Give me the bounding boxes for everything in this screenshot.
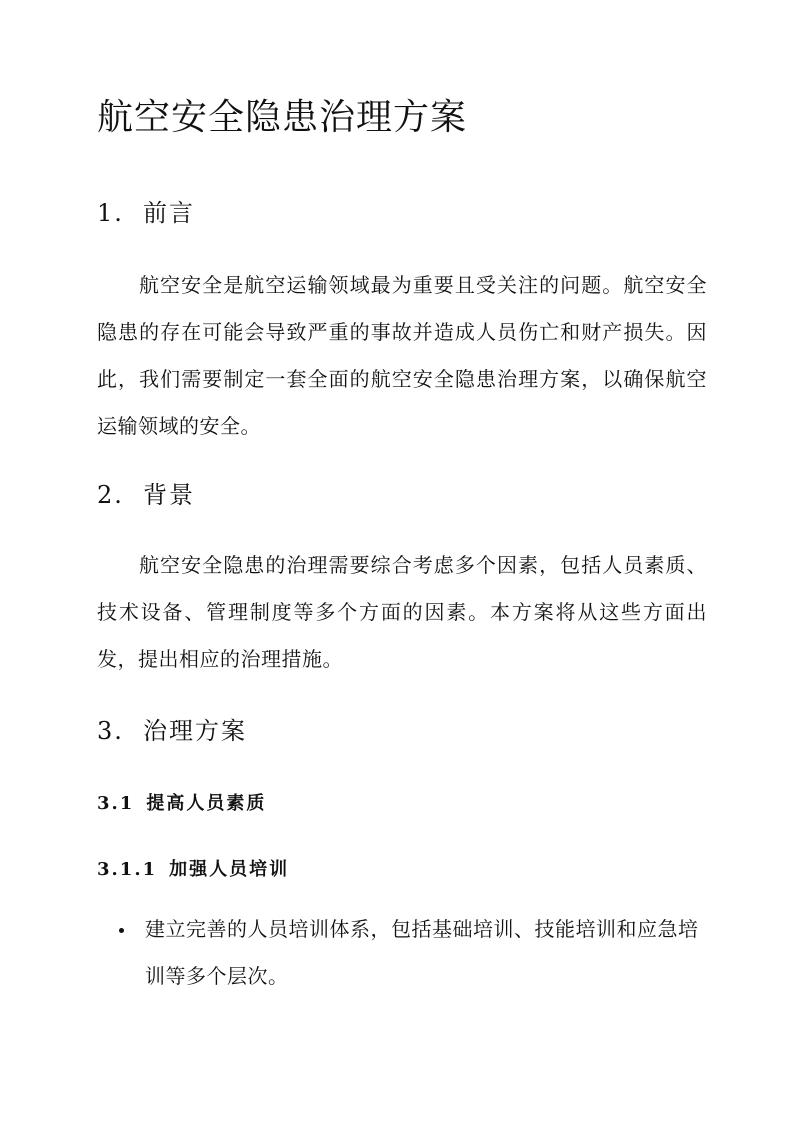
subsubsection-number: 3.1.1 [97,859,158,880]
section-paragraph-2: 航空安全隐患的治理需要综合考虑多个因素，包括人员素质、技术设备、管理制度等多个方面的因素。本方案将从这些方面出发，提出相应的治理措施。 [97,553,707,671]
subsection-number: 3.1 [97,793,135,814]
section-number: 3. [97,717,124,745]
list-item [97,906,707,1000]
section-heading-text: 前言 [143,199,195,227]
bullet-icon [119,928,124,933]
list-item-text: 建立完善的人员培训体系，包括基础培训、技能培训和应急培训等多个层次。 [145,917,699,988]
document-title: 航空安全隐患治理方案 [97,97,468,138]
section-heading-text: 治理方案 [143,717,247,745]
section-heading-2 [97,478,195,512]
subsubsection-heading [97,856,289,884]
section-heading-3 [97,714,247,748]
section-heading-1 [97,196,195,230]
section-heading-text: 背景 [143,481,195,509]
subsection-heading-text: 提高人员素质 [146,793,267,814]
section-number: 2. [97,481,124,509]
bullet-list [97,906,707,1000]
subsubsection-heading-text: 加强人员培训 [169,859,290,880]
section-number: 1. [97,199,124,227]
section-paragraph-1: 航空安全是航空运输领域最为重要且受关注的问题。航空安全隐患的存在可能会导致严重的事故并造成人员伤亡和财产损失。因此，我们需要制定一套全面的航空安全隐患治理方案，以确保航空运输领域的安全。 [97,273,707,438]
subsection-heading [97,790,266,818]
